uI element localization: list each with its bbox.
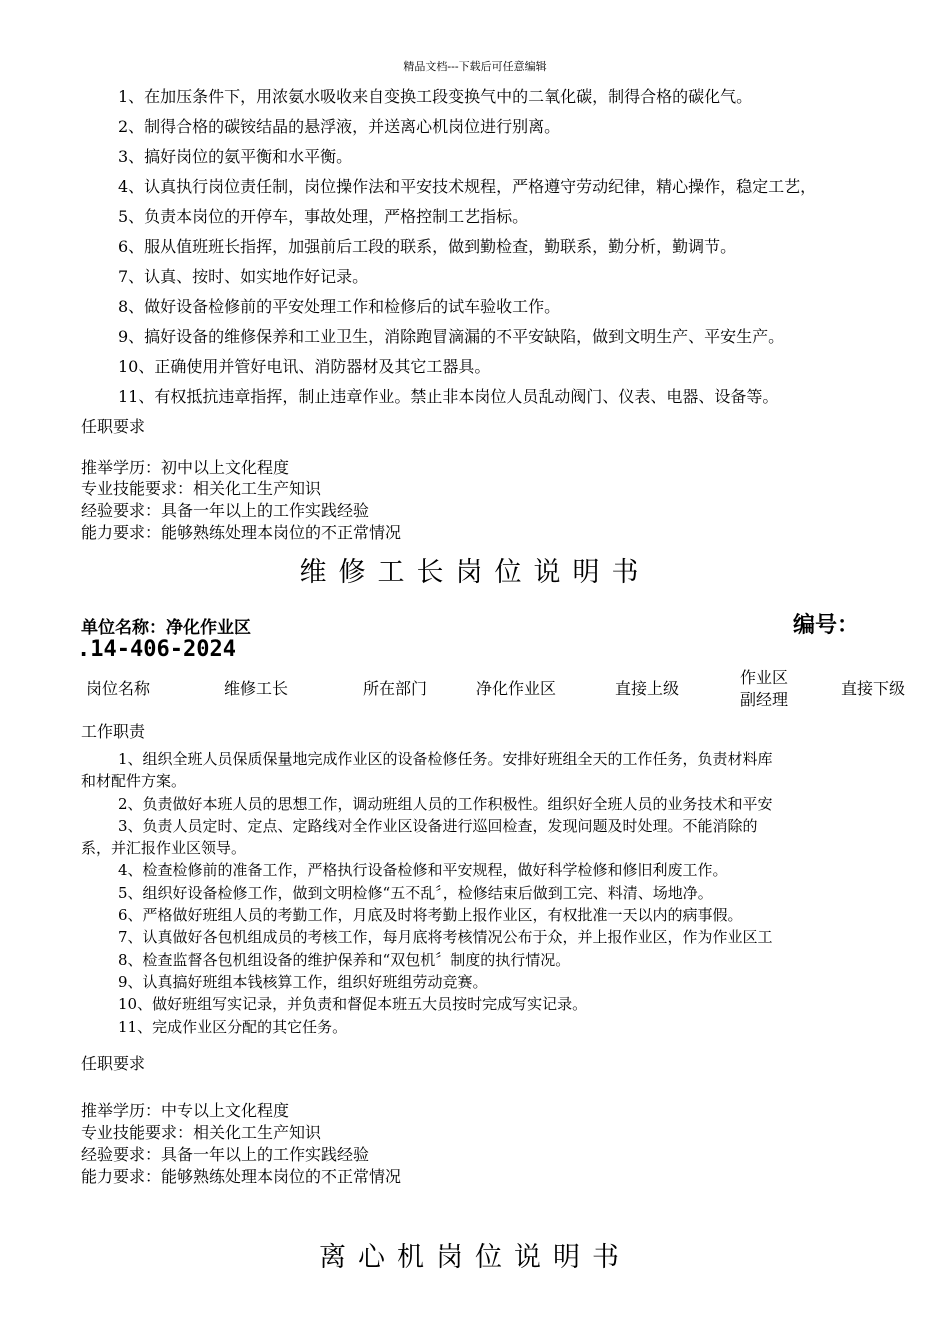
position-table	[81, 664, 950, 710]
duty-item: 10、正确使用并管好电讯、消防器材及其它工器具。	[118, 357, 491, 376]
section-title: 维修工长岗位说明书	[299, 557, 651, 588]
duty-item: 系，并汇报作业区领导。	[81, 839, 247, 857]
table-cell: 维修工长	[224, 679, 289, 698]
duty-item: 8、检查监督各包机组设备的维护保养和“双包机〞制度的执行情况。	[118, 951, 571, 969]
table-cell: 直接上级	[615, 679, 680, 698]
section-title: 离心机岗位说明书	[319, 1242, 631, 1273]
duty-item: 11、有权抵抗违章指挥，制止违章作业。禁止非本岗位人员乱动阀门、仪表、电器、设备等。	[118, 387, 779, 406]
duty-item: 4、检查检修前的准备工作，严格执行设备检修和平安规程，做好科学检修和修旧利废工作。	[118, 861, 728, 879]
duty-item: 7、认真、按时、如实地作好记录。	[118, 267, 369, 286]
table-cell: 所在部门	[363, 679, 428, 698]
table-cell: 净化作业区	[476, 679, 557, 698]
table-cell: 副经理	[740, 690, 789, 709]
duty-item: 5、负责本岗位的开停车，事故处理，严格控制工艺指标。	[118, 207, 529, 226]
duty-item: 1、在加压条件下，用浓氨水吸收来自变换工段变换气中的二氧化碳，制得合格的碳化气。	[118, 87, 753, 106]
duty-item: 6、严格做好班组人员的考勤工作，月底及时将考勤上报作业区，有权批准一天以内的病事假。	[118, 906, 743, 924]
requirement-item: 专业技能要求：相关化工生产知识	[81, 479, 322, 498]
requirement-item: 经验要求：具备一年以上的工作实践经验	[81, 501, 370, 520]
table-cell: 作业区	[740, 668, 789, 687]
doc-code: .14-406-2024	[77, 637, 236, 662]
requirement-item: 能力要求：能够熟练处理本岗位的不正常情况	[81, 1167, 402, 1186]
requirement-item: 专业技能要求：相关化工生产知识	[81, 1123, 322, 1142]
duty-item: 3、负责人员定时、定点、定路线对全作业区设备进行巡回检查，发现问题及时处理。不能消除的	[118, 817, 758, 835]
code-label: 编号：	[793, 612, 860, 638]
duty-item: 6、服从值班班长指挥，加强前后工段的联系，做到勤检查，勤联系，勤分析，勤调节。	[118, 237, 737, 256]
unit-name: 单位名称：净化作业区	[81, 618, 251, 638]
duty-item: 3、搞好岗位的氨平衡和水平衡。	[118, 147, 353, 166]
duties-heading: 工作职责	[81, 722, 146, 741]
requirement-item: 经验要求：具备一年以上的工作实践经验	[81, 1145, 370, 1164]
duty-item: 2、制得合格的碳铵结晶的悬浮液，并送离心机岗位进行别离。	[118, 117, 561, 136]
requirements-heading: 任职要求	[81, 417, 146, 436]
duty-item: 8、做好设备检修前的平安处理工作和检修后的试车验收工作。	[118, 297, 561, 316]
table-cell: 直接下级	[841, 679, 906, 698]
duty-item: 和材配件方案。	[81, 772, 187, 790]
duty-item: 2、负责做好本班人员的思想工作，调动班组人员的工作积极性。组织好全班人员的业务技术和平安	[118, 795, 773, 813]
duty-item: 5、组织好设备检修工作，做到文明检修“五不乱〞，检修结束后做到工完、料清、场地净。	[118, 884, 713, 902]
requirements-heading: 任职要求	[81, 1054, 146, 1073]
duty-item: 9、认真搞好班组本钱核算工作，组织好班组劳动竞赛。	[118, 973, 488, 991]
duty-item: 4、认真执行岗位责任制，岗位操作法和平安技术规程，严格遵守劳动纪律，精心操作，稳定工艺，	[118, 177, 817, 196]
page-header: 精品文档---下载后可任意编辑	[403, 60, 547, 73]
duty-item: 9、搞好设备的维修保养和工业卫生，消除跑冒滴漏的不平安缺陷，做到文明生产、平安生产。	[118, 327, 785, 346]
requirement-item: 推举学历：初中以上文化程度	[81, 458, 290, 477]
duty-item: 1、组织全班人员保质保量地完成作业区的设备检修任务。安排好班组全天的工作任务，负责材料库	[118, 750, 773, 768]
duty-item: 7、认真做好各包机组成员的考核工作，每月底将考核情况公布于众，并上报作业区，作为作业区工	[118, 928, 773, 946]
duty-item: 10、做好班组写实记录，并负责和督促本班五大员按时完成写实记录。	[118, 995, 588, 1013]
duty-item: 11、完成作业区分配的其它任务。	[118, 1018, 348, 1036]
requirement-item: 推举学历：中专以上文化程度	[81, 1101, 290, 1120]
table-cell: 岗位名称	[86, 679, 151, 698]
requirement-item: 能力要求：能够熟练处理本岗位的不正常情况	[81, 523, 402, 542]
